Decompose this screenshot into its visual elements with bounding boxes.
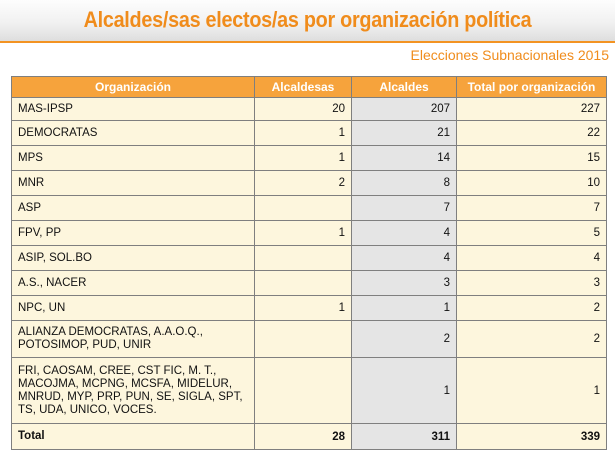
cell-alcaldesas: 1 [255, 121, 352, 146]
cell-alcaldesas: 1 [255, 221, 352, 246]
table-row [12, 271, 607, 296]
cell-total: 4 [457, 246, 607, 271]
cell-alcaldesas [255, 321, 352, 358]
column-header-organizacion: Organización [12, 77, 255, 98]
cell-alcaldesas: 20 [255, 98, 352, 121]
cell-alcaldesas [255, 358, 352, 424]
cell-total: 227 [457, 98, 607, 121]
page-title: Alcaldes/sas electos/as por organización política [83, 7, 532, 32]
cell-organization: FPV, PP [12, 221, 255, 246]
total-alcaldesas: 28 [255, 424, 352, 450]
table-row [12, 221, 607, 246]
cell-alcaldes: 14 [352, 146, 457, 171]
cell-organization: MNR [12, 171, 255, 196]
cell-alcaldes: 8 [352, 171, 457, 196]
cell-alcaldesas [255, 271, 352, 296]
cell-alcaldesas [255, 246, 352, 271]
cell-alcaldes: 3 [352, 271, 457, 296]
cell-total: 2 [457, 321, 607, 358]
page-subtitle: Elecciones Subnacionales 2015 [410, 47, 609, 63]
total-alcaldes: 311 [352, 424, 457, 450]
cell-alcaldes: 7 [352, 196, 457, 221]
cell-total: 7 [457, 196, 607, 221]
cell-organization: ASP [12, 196, 255, 221]
table-row [12, 121, 607, 146]
cell-organization: A.S., NACER [12, 271, 255, 296]
column-header-total: Total por organización [457, 77, 607, 98]
table-row [12, 196, 607, 221]
table-row [12, 171, 607, 196]
cell-alcaldesas: 2 [255, 171, 352, 196]
cell-alcaldes: 1 [352, 358, 457, 424]
results-table [11, 76, 607, 450]
title-bar [0, 0, 615, 43]
table-row [12, 321, 607, 358]
cell-organization: ASIP, SOL.BO [12, 246, 255, 271]
cell-alcaldes: 207 [352, 98, 457, 121]
cell-organization: MAS-IPSP [12, 98, 255, 121]
cell-total: 15 [457, 146, 607, 171]
cell-organization: DEMOCRATAS [12, 121, 255, 146]
total-total: 339 [457, 424, 607, 450]
table-header-row [12, 77, 607, 98]
table-row [12, 358, 607, 424]
total-row [12, 424, 607, 450]
cell-alcaldes: 2 [352, 321, 457, 358]
table-row [12, 146, 607, 171]
table-row [12, 98, 607, 121]
cell-alcaldes: 1 [352, 296, 457, 321]
cell-total: 2 [457, 296, 607, 321]
cell-organization: ALIANZA DEMOCRATAS, A.A.O.Q., POTOSIMOP, PUD, UNIR [12, 321, 255, 358]
table-row [12, 246, 607, 271]
table-row [12, 296, 607, 321]
cell-alcaldesas [255, 196, 352, 221]
cell-organization: MPS [12, 146, 255, 171]
cell-total: 10 [457, 171, 607, 196]
cell-alcaldesas: 1 [255, 296, 352, 321]
cell-alcaldes: 4 [352, 221, 457, 246]
cell-alcaldes: 4 [352, 246, 457, 271]
cell-alcaldes: 21 [352, 121, 457, 146]
cell-total: 3 [457, 271, 607, 296]
column-header-alcaldesas: Alcaldesas [255, 77, 352, 98]
total-label: Total [12, 424, 255, 450]
cell-alcaldesas: 1 [255, 146, 352, 171]
cell-total: 1 [457, 358, 607, 424]
cell-organization: NPC, UN [12, 296, 255, 321]
cell-total: 5 [457, 221, 607, 246]
cell-organization: FRI, CAOSAM, CREE, CST FIC, M. T., MACOJMA, MCPNG, MCSFA, MIDELUR, MNRUD, MYP, PRP, PUN, SE, SIGLA, SPT, TS, UDA, UNICO, VOCES. [12, 358, 255, 424]
cell-total: 22 [457, 121, 607, 146]
column-header-alcaldes: Alcaldes [352, 77, 457, 98]
